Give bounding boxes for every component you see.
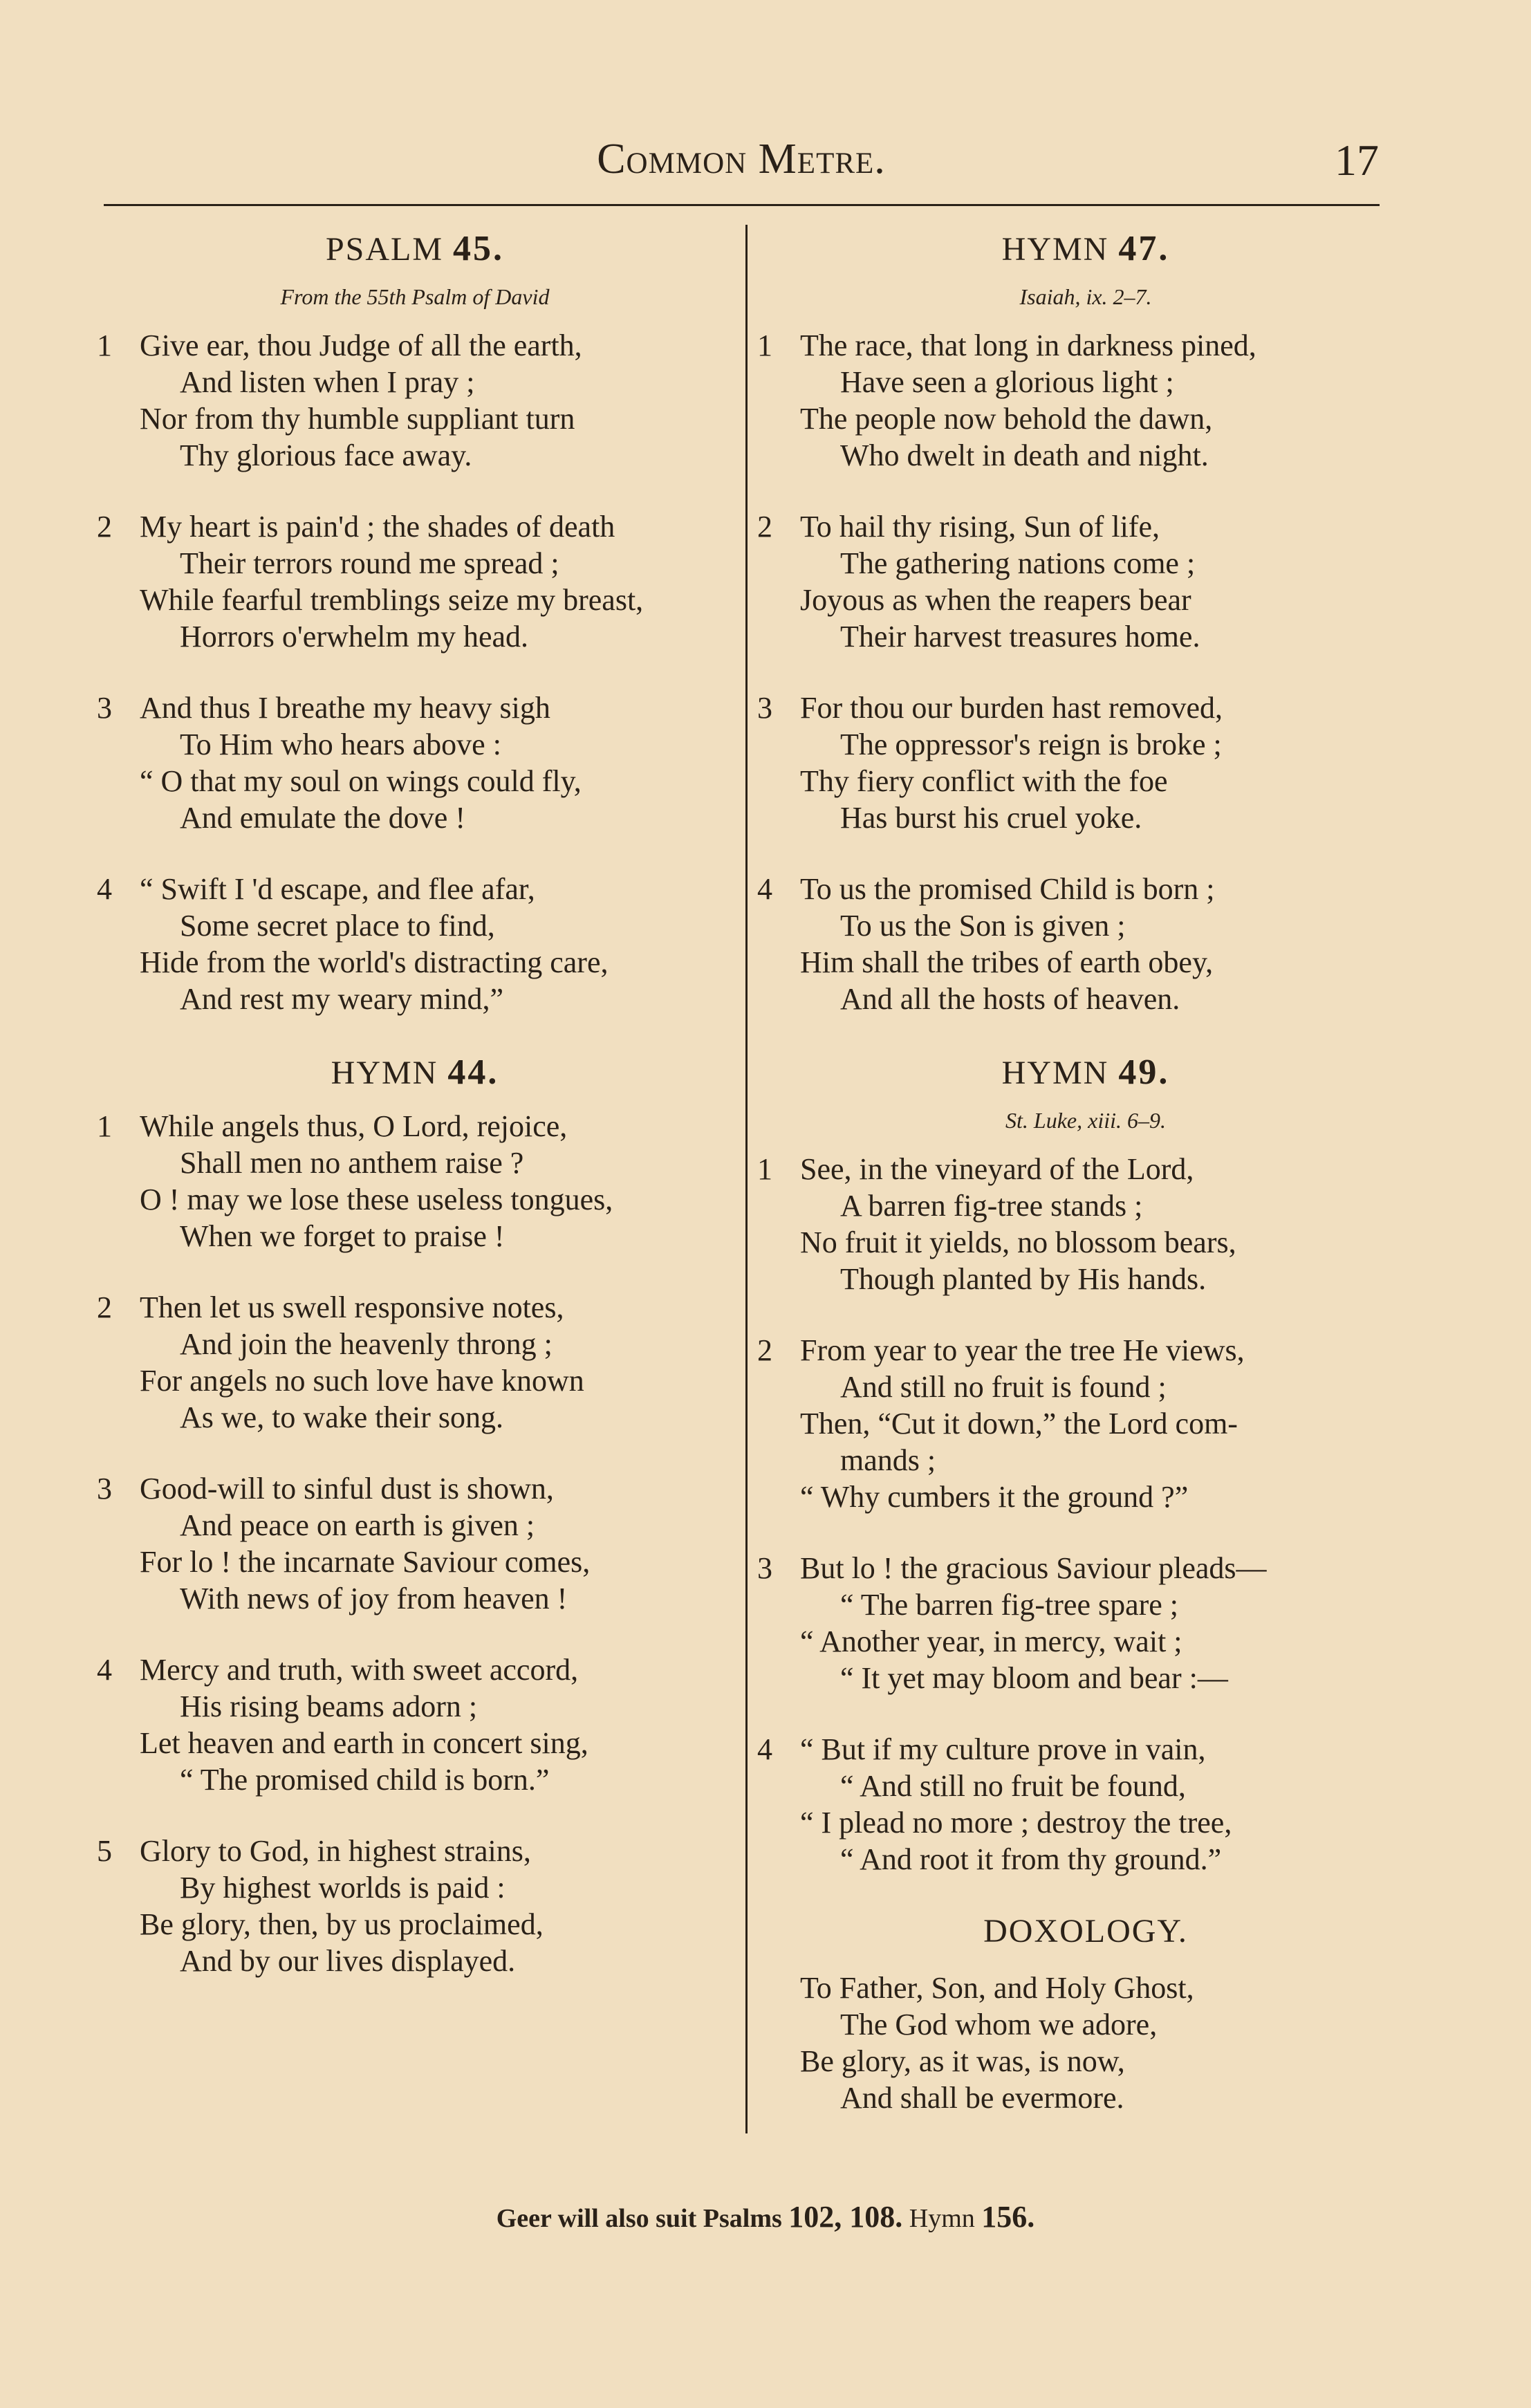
verse-line [97, 907, 733, 944]
verse-text: When we forget to praise ! [180, 1219, 505, 1253]
verse-number: 2 [757, 1333, 772, 1367]
verse-text: Nor from thy humble suppliant turn [140, 402, 575, 436]
verse-line [757, 799, 1414, 836]
verse-number: 2 [757, 510, 772, 544]
verse-text: With news of joy from heaven ! [180, 1582, 568, 1615]
verse-text: Mercy and truth, with sweet accord, [140, 1653, 579, 1687]
verse-number: 1 [757, 1152, 772, 1186]
verse-number: 3 [757, 691, 772, 725]
hymn-title [757, 228, 1414, 270]
hymn-title-word: HYMN [331, 1055, 438, 1091]
verse-text: The race, that long in darkness pined, [800, 328, 1256, 362]
verse-line [97, 582, 733, 618]
verse-line [757, 726, 1414, 763]
hymn-title-word: PSALM [325, 231, 444, 268]
hymn-source: From the 55th Psalm of David [280, 284, 550, 309]
hymn-title [757, 1052, 1414, 1094]
verse-number: 4 [97, 1653, 112, 1687]
hymn-block [757, 1052, 1414, 1878]
verse-text: Let heaven and earth in concert sing, [140, 1726, 588, 1760]
verse-text: Glory to God, in highest strains, [140, 1834, 531, 1868]
hymn-block [757, 228, 1414, 1017]
verse-line [757, 1332, 1414, 1369]
verse-text: The oppressor's reign is broke ; [840, 728, 1222, 761]
stanza [97, 689, 733, 836]
verse-text: Thy glorious face away. [180, 438, 472, 472]
verse-text: Then, “Cut it down,” the Lord com- [800, 1407, 1238, 1441]
footer-text: Geer will also suit Psalms [496, 2204, 782, 2233]
verse-text: To Him who hears above : [180, 728, 501, 761]
doxology-line: To Father, Son, and Holy Ghost, [800, 1971, 1194, 2005]
stanza [97, 1470, 733, 1617]
verse-line [757, 1261, 1414, 1297]
verse-line [97, 1761, 733, 1798]
verse-text: See, in the vineyard of the Lord, [800, 1152, 1194, 1186]
verse-text: Hide from the world's distracting care, [140, 945, 609, 979]
left-column [97, 228, 733, 2014]
verse-text: “ I plead no more ; destroy the tree, [800, 1806, 1232, 1840]
verse-text: “ Swift I 'd escape, and flee afar, [140, 872, 535, 906]
verse-number: 1 [757, 328, 772, 362]
verse-line [757, 763, 1414, 799]
verse-line [757, 871, 1414, 907]
hymn-number: 44. [447, 1053, 499, 1092]
verse-line [97, 1688, 733, 1725]
verse-text: Then let us swell responsive notes, [140, 1290, 564, 1324]
verse-line [757, 1479, 1414, 1515]
stanza [97, 1289, 733, 1436]
verse-text: The people now behold the dawn, [800, 402, 1213, 436]
verse-line [757, 1768, 1414, 1804]
verse-text: O ! may we lose these useless tongues, [140, 1183, 613, 1216]
verse-line [97, 1833, 733, 1869]
verse-line [757, 1731, 1414, 1768]
verse-text: To hail thy rising, Sun of life, [800, 510, 1160, 544]
verse-line [757, 1151, 1414, 1187]
verse-line [97, 726, 733, 763]
verse-line [757, 1660, 1414, 1696]
verse-text: A barren fig-tree stands ; [840, 1189, 1143, 1223]
doxology-line: Be glory, as it was, is now, [800, 2044, 1125, 2078]
doxology [757, 1912, 1414, 2116]
verse-line [97, 1507, 733, 1544]
stanza [97, 327, 733, 474]
verse-line [757, 981, 1414, 1017]
verse-number: 1 [97, 1109, 112, 1143]
verse-line [757, 1841, 1414, 1878]
verse-line [757, 689, 1414, 726]
hymn-block [97, 1052, 733, 1979]
verse-number: 4 [757, 1732, 772, 1766]
verse-text: Who dwelt in death and night. [840, 438, 1209, 472]
verse-line [97, 1943, 733, 1979]
verse-line [97, 1869, 733, 1906]
verse-line [97, 1399, 733, 1436]
stanza [757, 327, 1414, 474]
verse-line [97, 618, 733, 655]
verse-text: Thy fiery conflict with the foe [800, 764, 1168, 798]
verse-line [97, 1218, 733, 1254]
hymn-block [97, 228, 733, 1017]
verse-text: And join the heavenly throng ; [180, 1327, 553, 1361]
hymn-number: 45. [453, 229, 505, 268]
verse-line [97, 364, 733, 400]
verse-line [97, 1362, 733, 1399]
verse-line [97, 1906, 733, 1943]
verse-line [97, 689, 733, 726]
footer-psalm-numbers: 102, 108. [788, 2200, 903, 2234]
verse-line [97, 1651, 733, 1688]
verse-text: “ It yet may bloom and bear :— [840, 1661, 1228, 1695]
verse-line [757, 327, 1414, 364]
verse-line [97, 1145, 733, 1181]
verse-number: 1 [97, 328, 112, 362]
footer-note [0, 2199, 1531, 2234]
verse-text: His rising beams adorn ; [180, 1689, 478, 1723]
verse-text: Good-will to sinful dust is shown, [140, 1472, 554, 1506]
verse-line [757, 1442, 1414, 1479]
header-rule [104, 204, 1380, 206]
verse-number: 3 [97, 691, 112, 725]
stanza [757, 1151, 1414, 1297]
stanza [97, 1651, 733, 1798]
verse-text: mands ; [840, 1443, 936, 1477]
verse-text: Their terrors round me spread ; [180, 546, 559, 580]
verse-text: Horrors o'erwhelm my head. [180, 620, 529, 654]
stanza [757, 508, 1414, 655]
verse-text: And emulate the dove ! [180, 801, 465, 835]
stanza [757, 871, 1414, 1017]
verse-line [757, 1550, 1414, 1586]
hymn-title-word: HYMN [1001, 1055, 1109, 1091]
verse-text: Some secret place to find, [180, 909, 495, 943]
footer-hymn-number: 156. [981, 2200, 1035, 2234]
verse-line [97, 545, 733, 582]
hymn-number: 47. [1118, 229, 1170, 268]
stanza [757, 1731, 1414, 1878]
running-header [104, 135, 1379, 190]
verse-line [757, 582, 1414, 618]
verse-line [757, 1187, 1414, 1224]
verse-text: “ But if my culture prove in vain, [800, 1732, 1206, 1766]
verse-text: “ The barren fig-tree spare ; [840, 1588, 1179, 1622]
doxology-line: And shall be evermore. [840, 2081, 1124, 2115]
verse-text: Joyous as when the reapers bear [800, 583, 1191, 617]
verse-text: To us the Son is given ; [840, 909, 1126, 943]
verse-number: 4 [757, 872, 772, 906]
stanza [97, 871, 733, 1017]
verse-text: Has burst his cruel yoke. [840, 801, 1142, 835]
page-number: 17 [1335, 136, 1379, 185]
right-column [757, 228, 1414, 2116]
verse-number: 2 [97, 510, 112, 544]
stanza [757, 689, 1414, 836]
verse-text: By highest worlds is paid : [180, 1871, 505, 1905]
verse-line [97, 1580, 733, 1617]
verse-line [97, 1470, 733, 1507]
verse-text: Though planted by His hands. [840, 1262, 1207, 1296]
verse-line [97, 1108, 733, 1145]
verse-line [97, 1725, 733, 1761]
verse-text: And all the hosts of heaven. [840, 982, 1180, 1016]
stanza [757, 1332, 1414, 1515]
hymn-number: 49. [1118, 1053, 1170, 1092]
verse-number: 4 [97, 872, 112, 906]
verse-line [97, 981, 733, 1017]
hymn-title [97, 228, 733, 270]
verse-line [97, 1326, 733, 1362]
verse-text: And still no fruit is found ; [840, 1370, 1167, 1404]
verse-line [757, 1369, 1414, 1405]
verse-line [757, 944, 1414, 981]
verse-text: Have seen a glorious light ; [840, 365, 1174, 399]
stanza [97, 508, 733, 655]
verse-text: No fruit it yields, no blossom bears, [800, 1225, 1236, 1259]
verse-text: And peace on earth is given ; [180, 1508, 535, 1542]
verse-line [757, 1804, 1414, 1841]
doxology-title: DOXOLOGY. [983, 1913, 1188, 1949]
hymn-source: St. Luke, xiii. 6–9. [1005, 1108, 1166, 1133]
section-title: Common Metre. [597, 136, 886, 183]
verse-line [757, 437, 1414, 474]
verse-line [757, 364, 1414, 400]
verse-line [97, 763, 733, 799]
verse-text: For angels no such love have known [140, 1364, 584, 1398]
verse-text: And listen when I pray ; [180, 365, 475, 399]
verse-text: While fearful tremblings seize my breast, [140, 583, 644, 617]
verse-line [97, 437, 733, 474]
verse-line [97, 1289, 733, 1326]
verse-text: But lo ! the gracious Saviour pleads— [800, 1551, 1267, 1585]
verse-line [97, 508, 733, 545]
verse-line [757, 1623, 1414, 1660]
verse-line [757, 508, 1414, 545]
verse-line [757, 618, 1414, 655]
verse-line [757, 545, 1414, 582]
verse-text: Shall men no anthem raise ? [180, 1146, 524, 1180]
verse-line [97, 944, 733, 981]
verse-number: 2 [97, 1290, 112, 1324]
verse-number: 3 [97, 1472, 112, 1506]
verse-text: The gathering nations come ; [840, 546, 1196, 580]
verse-text: As we, to wake their song. [180, 1400, 504, 1434]
footer-text-hymn: Hymn [909, 2204, 975, 2233]
verse-text: And by our lives displayed. [180, 1944, 516, 1978]
verse-text: For thou our burden hast removed, [800, 691, 1223, 725]
doxology-line: The God whom we adore, [840, 2008, 1158, 2041]
verse-text: My heart is pain'd ; the shades of death [140, 510, 615, 544]
hymn-title-word: HYMN [1001, 231, 1109, 268]
stanza [757, 1550, 1414, 1696]
verse-text: From year to year the tree He views, [800, 1333, 1245, 1367]
stanza [97, 1833, 733, 1979]
verse-text: “ O that my soul on wings could fly, [140, 764, 582, 798]
verse-line [757, 907, 1414, 944]
hymn-source: Isaiah, ix. 2–7. [1019, 284, 1152, 309]
verse-text: Be glory, then, by us proclaimed, [140, 1907, 544, 1941]
stanza [97, 1108, 733, 1254]
column-divider [745, 225, 748, 2133]
hymn-title [97, 1052, 733, 1094]
verse-text: “ And root it from thy ground.” [840, 1842, 1222, 1876]
verse-line [757, 400, 1414, 437]
verse-text: Give ear, thou Judge of all the earth, [140, 328, 582, 362]
verse-line [97, 1544, 733, 1580]
verse-line [757, 1224, 1414, 1261]
verse-line [97, 871, 733, 907]
verse-text: Him shall the tribes of earth obey, [800, 945, 1214, 979]
verse-text: While angels thus, O Lord, rejoice, [140, 1109, 568, 1143]
verse-line [757, 1405, 1414, 1442]
verse-line [97, 799, 733, 836]
verse-text: And rest my weary mind,” [180, 982, 503, 1016]
verse-line [97, 1181, 733, 1218]
verse-number: 3 [757, 1551, 772, 1585]
verse-text: For lo ! the incarnate Saviour comes, [140, 1545, 591, 1579]
verse-text: “ Another year, in mercy, wait ; [800, 1624, 1182, 1658]
verse-text: “ The promised child is born.” [180, 1763, 550, 1797]
verse-text: “ Why cumbers it the ground ?” [800, 1480, 1189, 1514]
verse-line [757, 1586, 1414, 1623]
verse-text: To us the promised Child is born ; [800, 872, 1215, 906]
verse-number: 5 [97, 1834, 112, 1868]
verse-text: “ And still no fruit be found, [840, 1769, 1186, 1803]
verse-text: Their harvest treasures home. [840, 620, 1200, 654]
verse-line [97, 327, 733, 364]
verse-line [97, 400, 733, 437]
verse-text: And thus I breathe my heavy sigh [140, 691, 550, 725]
